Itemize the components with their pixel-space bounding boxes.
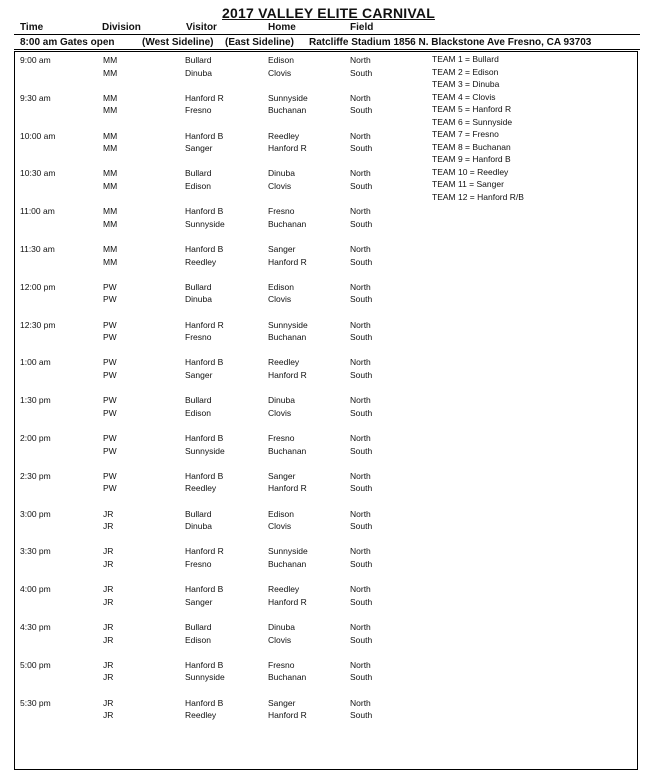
game-row xyxy=(14,521,454,533)
game-visitor: Bullard xyxy=(185,395,212,406)
home-sideline-text: (East Sideline) xyxy=(225,37,294,48)
game-division: JR xyxy=(103,697,114,708)
header-home: Home xyxy=(268,22,296,33)
game-row xyxy=(14,55,454,67)
game-home: Clovis xyxy=(268,521,292,532)
game-row xyxy=(14,181,454,193)
game-home: Hanford R xyxy=(268,710,307,721)
slot-time: 11:30 am xyxy=(20,244,55,254)
game-field: South xyxy=(350,672,373,683)
game-field: South xyxy=(350,445,373,456)
game-home: Reedley xyxy=(268,357,300,368)
game-division: PW xyxy=(103,369,117,380)
game-visitor: Dinuba xyxy=(185,67,212,78)
header-time: Time xyxy=(20,22,44,33)
game-row xyxy=(14,131,454,143)
game-home: Edison xyxy=(268,281,294,292)
team-legend-item: TEAM 1 = Bullard xyxy=(432,54,499,64)
game-row xyxy=(14,672,454,684)
game-home: Fresno xyxy=(268,206,295,217)
game-row xyxy=(14,357,454,369)
game-visitor: Hanford B xyxy=(185,244,224,254)
game-division: MM xyxy=(103,218,118,229)
game-field: North xyxy=(350,508,371,519)
game-row xyxy=(14,635,454,647)
game-home: Sunnyside xyxy=(268,319,308,330)
game-division: JR xyxy=(103,546,114,557)
game-home: Hanford R xyxy=(268,369,307,380)
header-visitor: Visitor xyxy=(186,22,217,33)
game-field: South xyxy=(350,710,373,721)
game-home: Buchanan xyxy=(268,672,307,683)
game-row xyxy=(14,320,454,332)
game-division: PW xyxy=(103,281,117,292)
game-home: Buchanan xyxy=(268,558,307,569)
game-home: Reedley xyxy=(268,584,300,595)
game-row xyxy=(14,559,454,571)
game-row xyxy=(14,622,454,634)
game-field: South xyxy=(350,596,373,607)
game-home: Buchanan xyxy=(268,445,307,456)
team-legend-item: TEAM 2 = Edison xyxy=(432,66,499,77)
game-field: North xyxy=(350,433,371,443)
game-row xyxy=(14,219,454,231)
game-row xyxy=(14,433,454,445)
game-division: MM xyxy=(103,180,118,191)
game-visitor: Reedley xyxy=(185,256,217,267)
game-visitor: Fresno xyxy=(185,558,212,569)
game-field: North xyxy=(350,130,371,141)
header-division: Division xyxy=(102,22,141,33)
team-legend-item: TEAM 7 = Fresno xyxy=(432,129,499,139)
team-legend-item: TEAM 5 = Hanford R xyxy=(432,104,512,114)
game-field: North xyxy=(350,244,371,254)
slot-time: 4:30 pm xyxy=(20,622,51,632)
game-row xyxy=(14,93,454,105)
game-division: JR xyxy=(103,710,114,721)
team-legend-item: TEAM 9 = Hanford B xyxy=(432,154,511,164)
game-division: MM xyxy=(103,105,118,116)
game-division: PW xyxy=(103,483,117,494)
game-visitor: Hanford B xyxy=(185,697,224,708)
game-visitor: Fresno xyxy=(185,105,212,116)
game-home: Hanford R xyxy=(268,483,307,494)
game-home: Buchanan xyxy=(268,218,307,229)
game-division: JR xyxy=(103,596,114,607)
game-division: JR xyxy=(103,558,114,569)
team-legend-item: TEAM 10 = Reedley xyxy=(432,166,509,177)
game-field: South xyxy=(350,218,373,229)
game-field: North xyxy=(350,470,371,481)
slot-time: 9:30 am xyxy=(20,92,51,103)
game-division: JR xyxy=(103,634,114,645)
game-division: PW xyxy=(103,470,117,481)
game-division: PW xyxy=(103,407,117,418)
game-visitor: Bullard xyxy=(185,55,212,65)
visitor-sideline-text: (West Sideline) xyxy=(142,37,214,48)
game-home: Clovis xyxy=(268,634,292,645)
game-row xyxy=(14,446,454,458)
game-visitor: Dinuba xyxy=(185,521,212,532)
header-field: Field xyxy=(350,22,374,33)
game-field: South xyxy=(350,521,373,532)
game-home: Sunnyside xyxy=(268,92,308,103)
document-title: 2017 VALLEY ELITE CARNIVAL xyxy=(222,5,435,21)
slot-time: 11:00 am xyxy=(20,206,55,217)
game-division: MM xyxy=(103,256,118,267)
slot-time: 1:30 pm xyxy=(20,395,51,406)
game-home: Dinuba xyxy=(268,622,295,632)
game-visitor: Sunnyside xyxy=(185,218,225,229)
game-field: South xyxy=(350,332,373,343)
game-home: Edison xyxy=(268,508,294,519)
game-row xyxy=(14,660,454,672)
game-division: MM xyxy=(103,67,118,78)
slot-time: 10:00 am xyxy=(20,130,56,141)
team-legend-item: TEAM 3 = Dinuba xyxy=(432,79,500,89)
game-row xyxy=(14,68,454,80)
game-field: North xyxy=(350,584,371,595)
game-field: North xyxy=(350,659,371,670)
game-home: Sanger xyxy=(268,244,296,254)
game-division: MM xyxy=(103,168,118,179)
game-home: Sanger xyxy=(268,470,296,481)
game-visitor: Edison xyxy=(185,407,211,418)
game-visitor: Sunnyside xyxy=(185,445,225,456)
team-legend-item: TEAM 12 = Hanford R/B xyxy=(432,191,524,202)
game-visitor: Hanford R xyxy=(185,92,224,103)
game-visitor: Hanford B xyxy=(185,357,224,368)
game-home: Hanford R xyxy=(268,143,307,154)
game-row xyxy=(14,597,454,609)
slot-time: 12:00 pm xyxy=(20,281,56,292)
game-field: South xyxy=(350,369,373,380)
game-visitor: Hanford B xyxy=(185,659,224,670)
game-division: JR xyxy=(103,672,114,683)
game-home: Fresno xyxy=(268,433,295,443)
game-row xyxy=(14,483,454,495)
game-field: South xyxy=(350,143,373,154)
game-field: South xyxy=(350,634,373,645)
slot-time: 1:00 am xyxy=(20,357,51,368)
game-field: North xyxy=(350,92,371,103)
game-visitor: Hanford R xyxy=(185,546,224,557)
game-visitor: Fresno xyxy=(185,332,212,343)
game-field: South xyxy=(350,407,373,418)
game-field: North xyxy=(350,697,371,708)
slot-time: 12:30 pm xyxy=(20,319,56,330)
game-home: Buchanan xyxy=(268,332,307,343)
game-home: Clovis xyxy=(268,407,292,418)
game-home: Dinuba xyxy=(268,168,295,179)
game-home: Hanford R xyxy=(268,256,307,267)
game-row xyxy=(14,143,454,155)
game-visitor: Hanford R xyxy=(185,319,224,330)
game-field: North xyxy=(350,546,371,557)
game-field: South xyxy=(350,558,373,569)
game-division: PW xyxy=(103,445,117,456)
game-row xyxy=(14,332,454,344)
game-visitor: Dinuba xyxy=(185,294,212,305)
game-row xyxy=(14,105,454,117)
game-division: MM xyxy=(103,143,118,154)
game-home: Sanger xyxy=(268,697,296,708)
game-visitor: Reedley xyxy=(185,710,217,721)
game-field: North xyxy=(350,281,371,292)
game-row xyxy=(14,294,454,306)
game-visitor: Sanger xyxy=(185,369,213,380)
game-division: MM xyxy=(103,130,118,141)
game-visitor: Sunnyside xyxy=(185,672,225,683)
game-home: Dinuba xyxy=(268,395,295,406)
game-row xyxy=(14,509,454,521)
game-division: MM xyxy=(103,244,118,254)
team-legend-item: TEAM 11 = Sanger xyxy=(432,179,504,189)
game-division: JR xyxy=(103,659,114,670)
slot-time: 5:30 pm xyxy=(20,697,51,708)
game-row xyxy=(14,370,454,382)
game-field: North xyxy=(350,622,371,632)
game-division: PW xyxy=(103,433,117,443)
game-visitor: Hanford B xyxy=(185,130,224,141)
game-row xyxy=(14,244,454,256)
venue-address: Ratcliffe Stadium 1856 N. Blackstone Ave Fresno, CA 93703 xyxy=(309,37,592,48)
game-field: North xyxy=(350,55,371,65)
game-visitor: Bullard xyxy=(185,622,212,632)
game-home: Hanford R xyxy=(268,596,307,607)
game-home: Fresno xyxy=(268,659,295,670)
game-visitor: Bullard xyxy=(185,168,212,179)
game-visitor: Hanford B xyxy=(185,470,224,481)
game-row xyxy=(14,206,454,218)
game-division: MM xyxy=(103,92,118,103)
game-row xyxy=(14,698,454,710)
game-home: Edison xyxy=(268,55,294,65)
slot-time: 9:00 am xyxy=(20,55,51,65)
game-visitor: Hanford B xyxy=(185,433,224,443)
game-visitor: Hanford B xyxy=(185,206,224,217)
game-division: JR xyxy=(103,508,114,519)
game-visitor: Hanford B xyxy=(185,584,224,595)
game-visitor: Edison xyxy=(185,180,211,191)
header-rule xyxy=(14,34,640,35)
game-field: North xyxy=(350,395,371,406)
slot-time: 3:00 pm xyxy=(20,508,51,519)
game-field: North xyxy=(350,206,371,217)
game-division: JR xyxy=(103,622,114,632)
game-field: South xyxy=(350,483,373,494)
game-division: PW xyxy=(103,294,117,305)
game-field: South xyxy=(350,105,373,116)
game-division: MM xyxy=(103,55,118,65)
team-legend xyxy=(432,54,524,204)
game-row xyxy=(14,257,454,269)
game-home: Clovis xyxy=(268,294,292,305)
gates-open-text: 8:00 am Gates open xyxy=(20,37,115,48)
game-division: JR xyxy=(103,521,114,532)
game-division: MM xyxy=(103,206,118,217)
game-field: South xyxy=(350,67,373,78)
game-row xyxy=(14,546,454,558)
game-visitor: Reedley xyxy=(185,483,217,494)
slot-time: 4:00 pm xyxy=(20,584,51,595)
game-field: South xyxy=(350,294,373,305)
game-division: PW xyxy=(103,395,117,406)
slot-time: 2:00 pm xyxy=(20,433,51,443)
game-division: JR xyxy=(103,584,114,595)
game-field: South xyxy=(350,180,373,191)
team-legend-item: TEAM 8 = Buchanan xyxy=(432,141,511,152)
game-home: Clovis xyxy=(268,67,292,78)
game-home: Sunnyside xyxy=(268,546,308,557)
game-visitor: Bullard xyxy=(185,508,212,519)
game-home: Clovis xyxy=(268,180,292,191)
slot-time: 2:30 pm xyxy=(20,470,51,481)
slot-time: 5:00 pm xyxy=(20,659,51,670)
game-field: North xyxy=(350,168,371,179)
game-visitor: Bullard xyxy=(185,281,212,292)
subheader-rule xyxy=(14,49,640,50)
game-field: South xyxy=(350,256,373,267)
game-field: North xyxy=(350,357,371,368)
game-visitor: Edison xyxy=(185,634,211,645)
game-home: Buchanan xyxy=(268,105,307,116)
game-row xyxy=(14,282,454,294)
game-row xyxy=(14,395,454,407)
slot-time: 10:30 am xyxy=(20,168,56,179)
game-row xyxy=(14,168,454,180)
game-row xyxy=(14,471,454,483)
game-row xyxy=(14,584,454,596)
game-division: PW xyxy=(103,319,117,330)
game-visitor: Sanger xyxy=(185,143,213,154)
team-legend-item: TEAM 6 = Sunnyside xyxy=(432,116,513,127)
game-row xyxy=(14,710,454,722)
game-visitor: Sanger xyxy=(185,596,213,607)
game-home: Reedley xyxy=(268,130,300,141)
game-division: PW xyxy=(103,357,117,368)
team-legend-item: TEAM 4 = Clovis xyxy=(432,91,496,102)
game-field: North xyxy=(350,319,371,330)
game-division: PW xyxy=(103,332,117,343)
game-row xyxy=(14,408,454,420)
slot-time: 3:30 pm xyxy=(20,546,51,557)
